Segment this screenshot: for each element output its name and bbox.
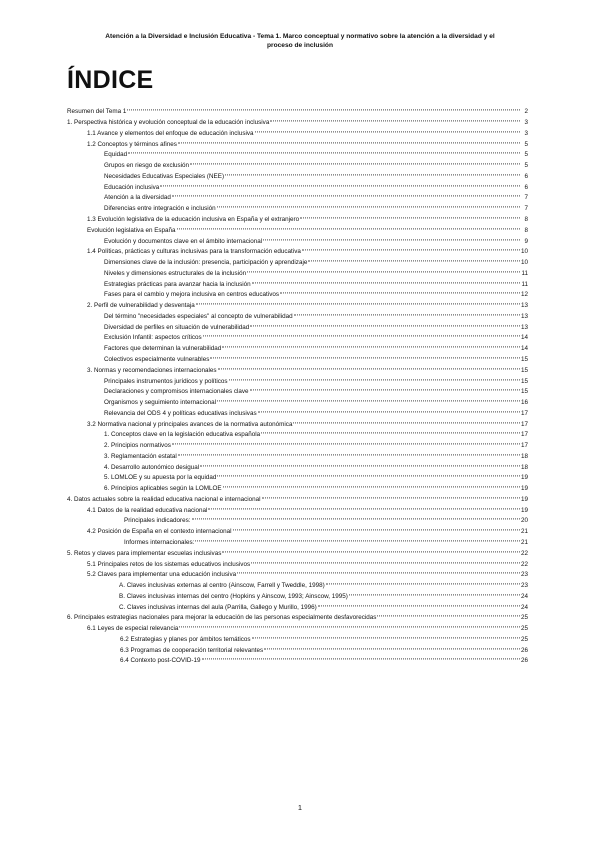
- toc-entry-page: 19: [520, 474, 528, 482]
- toc-entry-page: 3: [524, 129, 528, 137]
- toc-entry-page: 11: [521, 269, 528, 277]
- toc-entry-title: Declaraciones y compromisos internacionales clave: [104, 388, 249, 396]
- toc-entry-page: 22: [520, 549, 528, 557]
- toc-entry-title: 4.2 Posición de España en el contexto internacional: [87, 528, 232, 536]
- toc-entry-title: Principales indicadores:: [124, 517, 191, 525]
- toc-entry-title: Informes internacionales:: [124, 538, 195, 546]
- toc-entry-title: 6.4 Contexto post-COVID-19: [120, 657, 201, 665]
- toc-entry-page: 8: [524, 216, 528, 224]
- toc-entry-page: 6: [524, 183, 528, 191]
- toc-entry-title: 6.2 Estrategias y planes por ámbitos temáticos: [120, 635, 251, 643]
- toc-entry-title: 6. Principales estrategias nacionales para mejorar la educación de las personas especialmente desfavorecidas: [67, 614, 377, 622]
- toc-entry-page: 26: [520, 646, 528, 654]
- toc-entry-page: 19: [520, 495, 528, 503]
- toc-entry-page: 19: [520, 506, 528, 514]
- toc-entry-title: Colectivos especialmente vulnerables: [104, 355, 210, 363]
- toc-entry-page: 21: [520, 538, 528, 546]
- toc-entry-page: 14: [520, 334, 528, 342]
- toc-entry-page: 13: [520, 312, 528, 320]
- toc-entry-title: 4. Desarrollo autonómico desigual: [104, 463, 200, 471]
- toc-entry-page: 11: [521, 280, 528, 288]
- toc-entry-title: Organismos y seguimiento internacional: [104, 399, 217, 407]
- toc-entry-page: 24: [520, 603, 528, 611]
- toc-entry-title: 6.3 Programas de cooperación territorial relevantes: [120, 646, 264, 654]
- toc-entry-page: 12: [520, 291, 528, 299]
- toc-entry-title: Dimensiones clave de la inclusión: presencia, participación y aprendizaje: [104, 259, 308, 267]
- toc-entry-page: 18: [520, 452, 528, 460]
- header-line-2: proceso de inclusión: [267, 41, 333, 49]
- running-header: [60, 33, 540, 50]
- toc-entry-page: 15: [520, 377, 528, 385]
- toc-entry-page: 26: [520, 657, 528, 665]
- toc-entry-title: Diversidad de perfiles en situación de vulnerabilidad: [104, 323, 250, 331]
- toc-entry-title: Resumen del Tema 1: [67, 108, 127, 116]
- page-title: ÍNDICE: [67, 66, 154, 94]
- toc-entry-page: 17: [520, 431, 528, 439]
- toc-entry-title: Niveles y dimensiones estructurales de la inclusión: [104, 269, 247, 277]
- toc-entry-page: 18: [520, 463, 528, 471]
- toc-entry-title: Principales instrumentos jurídicos y políticos: [104, 377, 228, 385]
- toc-entry-page: 5: [524, 151, 528, 159]
- toc-entry-page: 2: [524, 108, 528, 116]
- toc-entry-page: 3: [524, 119, 528, 127]
- toc-entry-title: Grupos en riesgo de exclusión: [104, 162, 190, 170]
- toc-entry-title: 3.2 Normativa nacional y principales avances de la normativa autonómica: [87, 420, 293, 428]
- toc-entry-title: Necesidades Educativas Especiales (NEE): [104, 172, 225, 180]
- toc-entry-page: 25: [520, 614, 528, 622]
- toc-entry-page: 15: [520, 355, 528, 363]
- toc-entry-page: 13: [520, 323, 528, 331]
- toc-entry-title: Diferencias entre integración e inclusión: [104, 205, 216, 213]
- toc-entry-title: 2. Principios normativos: [104, 442, 171, 450]
- toc-entry-page: 20: [520, 517, 528, 525]
- toc-entry-title: 1.3 Evolución legislativa de la educación inclusiva en España y el extranjero: [87, 216, 300, 224]
- toc-entry-title: Relevancia del ODS 4 y políticas educativas inclusivas: [104, 409, 257, 417]
- toc-entry-title: 1. Perspectiva histórica y evolución conceptual de la educación inclusiva: [67, 119, 270, 127]
- toc-entry-title: 6. Principios aplicables según la LOMLOE: [104, 485, 222, 493]
- toc-entry-title: 1.1 Avance y elementos del enfoque de educación inclusiva: [87, 129, 254, 137]
- toc-entry-page: 10: [520, 248, 528, 256]
- toc-entry-page: 5: [524, 140, 528, 148]
- toc-entry-title: Exclusión Infantil: aspectos críticos: [104, 334, 202, 342]
- table-of-contents: [67, 102, 528, 665]
- toc-entry-page: 6: [524, 172, 528, 180]
- toc-entry-title: 2. Perfil de vulnerabilidad y desventaja: [87, 302, 195, 310]
- toc-entry-title: Del término "necesidades especiales" al concepto de vulnerabilidad: [104, 312, 293, 320]
- page-number: 1: [297, 803, 303, 812]
- toc-entry-title: A. Claves inclusivas externas al centro (Ainscow, Farrell y Tweddle, 1998): [119, 582, 325, 590]
- toc-entry-title: Evolución legislativa en España: [87, 226, 176, 234]
- toc-entry-title: B. Claves inclusivas internas del centro (Hopkins y Ainscow, 1993; Ainscow, 1995): [119, 592, 348, 600]
- toc-entry-page: 17: [520, 442, 528, 450]
- toc-entry-title: Educación inclusiva: [104, 183, 160, 191]
- dot-leader: [202, 648, 520, 660]
- toc-entry-page: 15: [520, 388, 528, 396]
- toc-entry-page: 13: [520, 302, 528, 310]
- toc-entry-page: 15: [520, 366, 528, 374]
- toc-entry-page: 21: [520, 528, 528, 536]
- toc-entry-title: 1.4 Políticas, prácticas y culturas inclusivas para la transformación educativa: [87, 248, 301, 256]
- toc-entry-page: 10: [520, 259, 528, 267]
- toc-entry-page: 25: [520, 625, 528, 633]
- toc-entry-title: 5.1 Principales retos de los sistemas educativos inclusivos: [87, 560, 251, 568]
- toc-entry-page: 9: [524, 237, 528, 245]
- toc-entry-title: 5. LOMLOE y su apuesta por la equidad: [104, 474, 217, 482]
- toc-entry-page: 5: [524, 162, 528, 170]
- toc-entry-title: 1. Conceptos clave en la legislación educativa española: [104, 431, 261, 439]
- toc-entry-page: 7: [524, 205, 528, 213]
- toc-entry-title: Fases para el cambio y mejora inclusiva en centros educativos: [104, 291, 279, 299]
- header-line-1: Atención a la Diversidad e Inclusión Educativa - Tema 1. Marco conceptual y normativo sobre la atención a la diversidad y el: [105, 33, 495, 40]
- toc-entry-page: 17: [520, 409, 528, 417]
- toc-entry-page: 19: [520, 485, 528, 493]
- toc-entry-page: 7: [524, 194, 528, 202]
- toc-entry-page: 23: [520, 571, 528, 579]
- toc-entry-title: Estrategias prácticas para avanzar hacia la inclusión: [104, 280, 251, 288]
- toc-entry-title: Factores que determinan la vulnerabilidad: [104, 345, 222, 353]
- toc-entry-title: 4. Datos actuales sobre la realidad educativa nacional e internacional: [67, 495, 261, 503]
- toc-entry-page: 17: [520, 420, 528, 428]
- toc-entry-title: C. Claves inclusivas internas del aula (Parrilla, Gallego y Murillo, 1996): [119, 603, 317, 611]
- toc-entry-page: 14: [520, 345, 528, 353]
- toc-entry-page: 22: [520, 560, 528, 568]
- toc-entry-title: 6.1 Leyes de especial relevancia: [87, 625, 179, 633]
- toc-entry-page: 8: [524, 226, 528, 234]
- toc-entry-title: 5. Retos y claves para implementar escuelas inclusivas: [67, 549, 222, 557]
- toc-entry-title: Atención a la diversidad: [104, 194, 171, 202]
- toc-entry-title: 3. Reglamentación estatal: [104, 452, 177, 460]
- toc-entry-title: 4.1 Datos de la realidad educativa nacional: [87, 506, 208, 514]
- toc-entry-title: 5.2 Claves para implementar una educación inclusiva: [87, 571, 237, 579]
- toc-entry-title: 3. Normas y recomendaciones internacionales: [87, 366, 217, 374]
- toc-entry-page: 24: [520, 592, 528, 600]
- toc-entry-page: 25: [520, 635, 528, 643]
- toc-entry-page: 16: [520, 399, 528, 407]
- toc-entry-title: Equidad: [104, 151, 128, 159]
- toc-entry-page: 23: [520, 582, 528, 590]
- toc-entry-title: 1.2 Conceptos y términos afines: [87, 140, 177, 148]
- toc-entry-title: Evolución y documentos clave en el ámbito internacional: [104, 237, 263, 245]
